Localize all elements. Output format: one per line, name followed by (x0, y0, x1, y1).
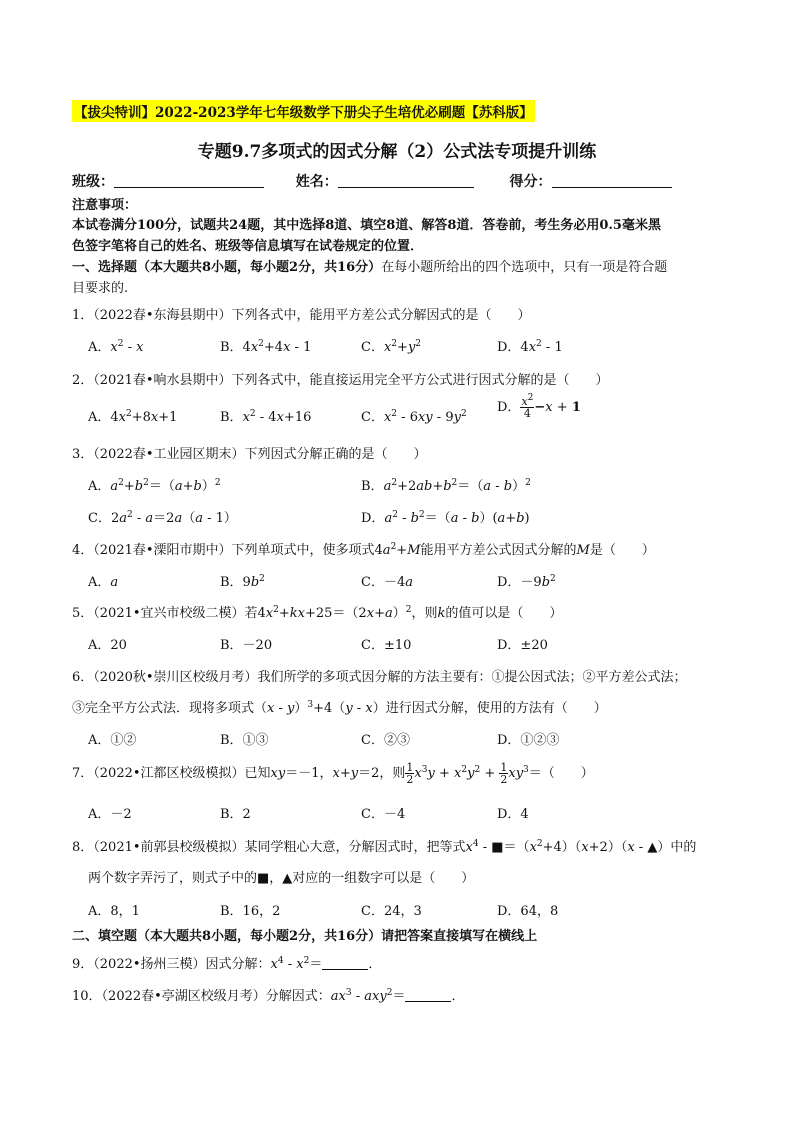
q6-option-a[interactable]: A．①② (88, 733, 137, 748)
q10-stem: 10．（2022春•亭湖区校级月考）分解因式： (72, 989, 331, 1004)
question-3-stem: 3．（2022春•工业园区期末）下列因式分解正确的是（ ） (72, 447, 427, 462)
question-6-line-2: ③完全平方公式法．现将多项式（x - y）$^3$+4（y - x）进行因式分解，使用的方法有（ ） (72, 700, 607, 716)
name-label: 姓名： (295, 174, 338, 190)
q2-option-d[interactable]: D． $\frac{x^2}{4}$ −x + 1 (497, 393, 581, 420)
name-field[interactable] (338, 173, 474, 188)
q1-option-c[interactable]: C．$x^2+y^2$ (361, 339, 422, 355)
notes-line-1: 本试卷满分100分，试题共24题，其中选择8道、填空8道、解答8道．答卷前，考生务必用0.5毫米黑 (72, 218, 661, 233)
question-4-stem: 4．（2021春•溧阳市期中）下列单项式中，使多项式$4a^2+M$能用平方差公式因式分解的M是（ ） (72, 542, 655, 558)
question-10: 10．（2022春•亭湖区校级月考）分解因式：$ax^3 - axy^2=$ ． (72, 988, 465, 1004)
q4-stem-part-c: 是（ ） (589, 543, 655, 558)
q5-stem-part-a: 5．（2021•宜兴市校级二模）若4 (72, 606, 266, 621)
score-label: 得分： (509, 174, 552, 190)
section1-heading-line2: 目要求的. (72, 281, 129, 296)
q6-option-b[interactable]: B．①③ (220, 733, 269, 748)
q5-option-d[interactable]: D．±20 (497, 638, 548, 653)
section1-heading (72, 256, 667, 275)
q4-option-d[interactable]: D．$-9b^2$ (497, 574, 556, 590)
q7-option-a[interactable]: A．－2 (88, 807, 132, 822)
q8-option-a[interactable]: A．8，1 (88, 904, 140, 919)
section1-heading-bold: 一、选择题（本大题共8小题，每小题2分，共16分） (72, 260, 382, 275)
q3-option-a[interactable]: A．$a^2+b^2=(a+b)^2$ (88, 478, 221, 494)
page-title: 专题9.7多项式的因式分解（2）公式法专项提升训练 (197, 142, 597, 162)
q6-line2-part-a: ③完全平方公式法．现将多项式（ (72, 701, 268, 716)
q8-option-c[interactable]: C．24，3 (361, 904, 422, 919)
q1-option-b[interactable]: B．$4x^2+4x - 1$ (220, 339, 312, 355)
series-banner: 【拔尖特训】2022-2023学年七年级数学下册尖子生培优必刷题【苏科版】 (72, 100, 535, 122)
q5-stem-part-b: ，则 (411, 606, 438, 621)
q2-option-b[interactable]: B．$x^2 - 4x+16$ (220, 409, 312, 425)
q1-option-d[interactable]: D．$4x^2 - 1$ (497, 339, 563, 355)
q1-option-a[interactable]: A．$x^2$ - x (88, 339, 144, 355)
class-field[interactable] (114, 173, 264, 188)
q7-stem-part-c: ＝（ ） (528, 766, 594, 781)
q2-option-c[interactable]: C．$x^2 - 6xy - 9y^2$ (361, 409, 467, 425)
q3-option-b[interactable]: B．$a^2+2ab+b^2=(a - b)^2$ (361, 478, 531, 494)
q8-line1-part-b: 中的 (670, 840, 697, 855)
q4-option-d-label: D．－9 (497, 575, 542, 590)
question-2-stem: 2．（2021春•响水县期中）下列各式中，能直接运用完全平方公式进行因式分解的是（ ） (72, 373, 609, 388)
q4-stem-part-a: 4．（2021春•溧阳市期中）下列单项式中，使多项式4 (72, 543, 383, 558)
q4-option-b-label: B．9 (220, 575, 251, 590)
q4-option-b[interactable]: B．$9b^2$ (220, 574, 265, 590)
q7-stem-part-a: 7．（2022•江都区校级模拟）已知 (72, 766, 271, 781)
q5-option-b[interactable]: B．－20 (220, 638, 273, 653)
section1-heading-rest: 在每小题所给出的四个选项中，只有一项是符合题 (381, 260, 668, 275)
q2-option-a[interactable]: A．$4x^2+8x+1$ (88, 409, 178, 425)
q7-stem-part-b: ，则 (379, 766, 406, 781)
q6-option-d[interactable]: D．①②③ (497, 733, 560, 748)
q6-line2-part-b: ）进行因式分解，使用的方法有（ ） (372, 701, 607, 716)
section2-heading: 二、填空题（本大题共8小题，每小题2分，共16分）请把答案直接填写在横线上 (72, 929, 538, 944)
q8-option-d[interactable]: D．64，8 (497, 904, 559, 919)
q5-stem-part-c: 的值可以是（ ） (445, 606, 563, 621)
question-1-stem: 1．（2022春•东海县期中）下列各式中，能用平方差公式分解因式的是（ ） (72, 308, 531, 323)
q6-option-c[interactable]: C．②③ (361, 733, 410, 748)
q3-option-c[interactable]: C．$2a^2 - a=2a(a - 1)$ (88, 510, 237, 526)
class-label: 班级： (72, 174, 114, 190)
q3-option-d[interactable]: D．$a^2 - b^2=(a - b)(a+b)$ (361, 510, 530, 526)
q5-option-c[interactable]: C．±10 (361, 638, 412, 653)
question-6-line-1: 6．（2020秋•崇川区校级月考）我们所学的多项式因分解的方法主要有：①提公因式法；②平方差公式法； (72, 670, 687, 685)
question-7-stem: 7．（2022•江都区校级模拟）已知xy＝－1，x+y＝2，则 $\frac{1}{2}$ $x^3y + x^2y^2$ + $\frac{1}{2}$ $xy^3=$（ ） (72, 761, 594, 786)
q7-option-d[interactable]: D．4 (497, 807, 529, 822)
question-8-line-1: 8．（2021•前郭县校级模拟）某同学粗心大意，分解因式时，把等式$x^4$ - $■=(x^2+4)(x+2)(x$ - ▲）中的 (72, 839, 697, 855)
q8-line1-part-a: 8．（2021•前郭县校级模拟）某同学粗心大意，分解因式时，把等式 (72, 840, 466, 855)
question-5-stem: 5．（2021•宜兴市校级二模）若$4x^2+kx+25=(2x+a)^2$，则k的值可以是（ ） (72, 605, 563, 621)
q7-option-b[interactable]: B．2 (220, 807, 251, 822)
notes-line-2: 色签字笔将自己的姓名、班级等信息填写在试卷规定的位置． (72, 239, 424, 254)
q5-option-a[interactable]: A．20 (88, 638, 127, 653)
q9-answer-blank[interactable] (322, 957, 368, 970)
q10-answer-blank[interactable] (405, 989, 451, 1002)
q4-stem-part-b: 能用平方差公式因式分解的 (420, 543, 577, 558)
q8-option-b[interactable]: B．16，2 (220, 904, 281, 919)
score-field[interactable] (552, 173, 672, 188)
q4-option-a-label: A． (88, 575, 111, 590)
student-info-line (72, 171, 672, 191)
q7-option-c[interactable]: C．－4 (361, 807, 406, 822)
notes-heading: 注意事项： (72, 198, 138, 213)
question-8-line-2: 两个数字弄污了，则式子中的■，▲对应的一组数字可以是（ ） (88, 871, 475, 886)
q4-option-c[interactable]: C．－4a (361, 575, 413, 590)
question-9: 9．（2022•扬州三模）因式分解：$x^4 - x^2=$ ． (72, 956, 382, 972)
q4-option-c-label: C．－4 (361, 575, 406, 590)
q4-option-a[interactable]: A．a (88, 575, 119, 590)
q9-stem: 9．（2022•扬州三模）因式分解： (72, 957, 271, 972)
